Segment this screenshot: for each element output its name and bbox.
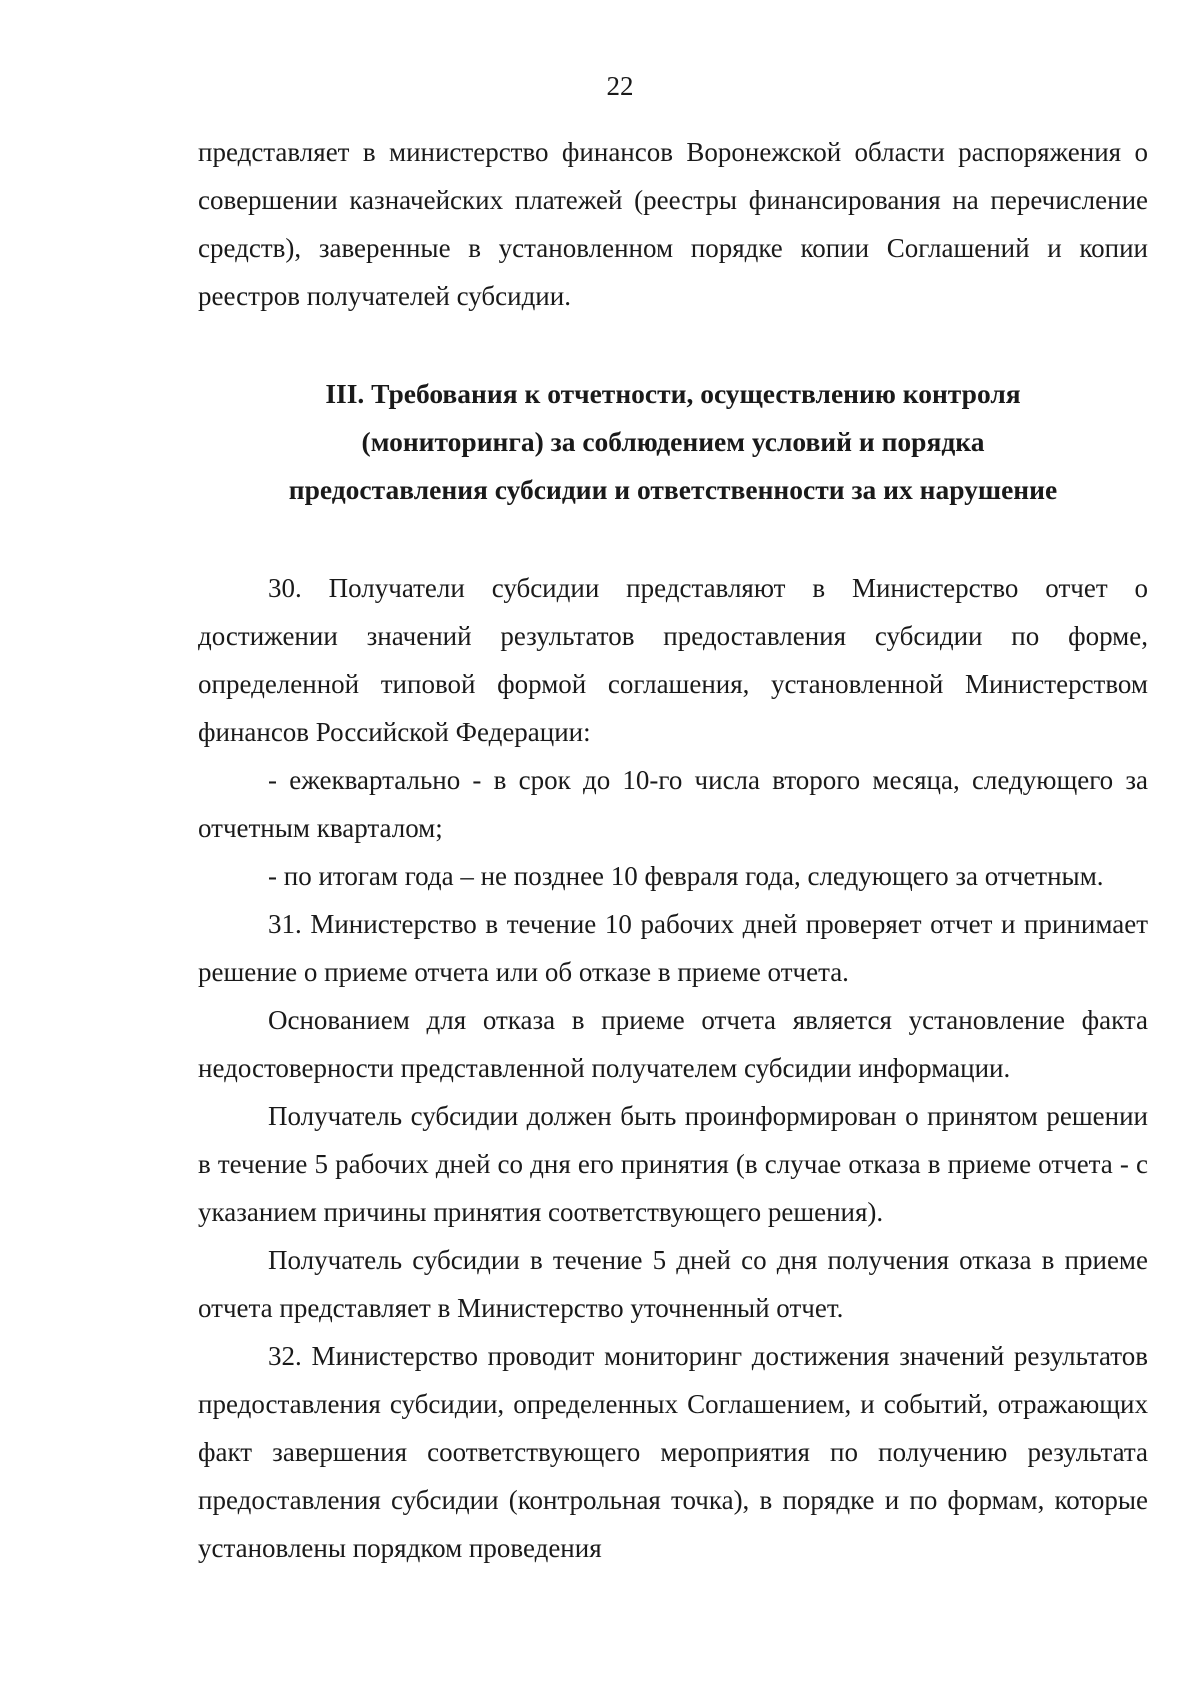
list-item-quarterly: - ежеквартально - в срок до 10-го числа второго месяца, следующего за отчетным кварталом; xyxy=(198,765,1148,843)
section-heading-line: предоставления субсидии и ответственности за их нарушение xyxy=(288,474,1058,505)
lead-paragraph: представляет в министерство финансов Воронежской области распоряжения о совершении казначейских платежей (реестры финансирования на перечисление средств), заверенные в установленном порядке копии Соглашений и копии реестров получателей субсидии. xyxy=(198,137,1148,311)
paragraph-32: 32. Министерство проводит мониторинг достижения значений результатов предоставления субсидии, определенных Соглашением, и событий, отражающих факт завершения соответствующего мероприятия по получению результата предоставления субсидии (контрольная точка), в порядке и по формам, которые установлены порядком проведения xyxy=(198,1341,1148,1563)
paragraph-31: 31. Министерство в течение 10 рабочих дней проверяет отчет и принимает решение о приеме отчета или об отказе в приеме отчета. xyxy=(198,909,1148,987)
paragraph-30: 30. Получатели субсидии представляют в Министерство отчет о достижении значений результатов предоставления субсидии по форме, определенной типовой формой соглашения, установленной Министерством финансов Российской Федерации: xyxy=(198,573,1148,747)
paragraph-corrected-report: Получатель субсидии в течение 5 дней со дня получения отказа в приеме отчета представляет в Министерство уточненный отчет. xyxy=(198,1245,1148,1323)
list-item-annual: - по итогам года – не позднее 10 февраля года, следующего за отчетным. xyxy=(268,861,1104,891)
page-number: 22 xyxy=(606,71,634,101)
document-body xyxy=(198,128,1148,1572)
section-heading-line: (мониторинга) за соблюдением условий и порядка xyxy=(361,426,985,457)
paragraph-notification: Получатель субсидии должен быть проинформирован о принятом решении в течение 5 рабочих дней со дня его принятия (в случае отказа в приеме отчета - с указанием причины принятия соответствующего решения). xyxy=(198,1101,1148,1227)
section-heading-line: III. Требования к отчетности, осуществлению контроля xyxy=(325,378,1021,409)
paragraph-refusal-grounds: Основанием для отказа в приеме отчета является установление факта недостоверности представленной получателем субсидии информации. xyxy=(198,1005,1148,1083)
section-heading xyxy=(198,370,1148,514)
